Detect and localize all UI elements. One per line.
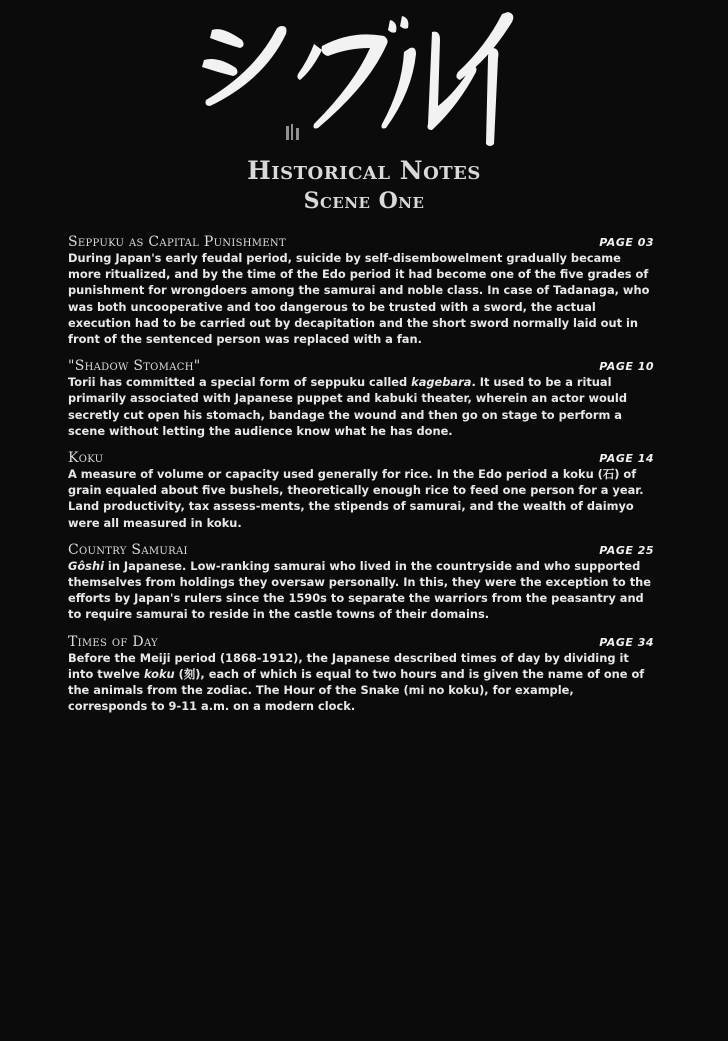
notes-list [68,234,656,725]
page-reference: PAGE 25 [599,543,654,557]
note-shadow-stomach [68,358,656,439]
note-body: Torii has committed a special form of seppuku called kagebara. It used to be a ritual primarily associated with Japanese puppet and kabuki theater, wherein an actor would secretly cut open his stomach, bandage the wound and then go on stage to perform a scene without letting the audience know what he has done. [68,375,627,438]
note-times-of-day [68,634,656,715]
italic-term: kagebara [411,375,472,390]
note-body: During Japan's early feudal period, suicide by self-disembowelment gradually became more ritualized, and by the time of the Edo period it had become one of the five grades of punishment for wrongdoers among the samurai and noble class. In case of Tadanaga, who was both uncooperative and too dangerous to be trusted with a sword, the actual execution had to be carried out by decapitation and the short sword normally laid out in front of the sentenced person was replaced with a fan. [68,251,650,347]
note-koku [68,450,656,531]
note-title: Seppuku as Capital Punishment [68,234,286,250]
note-country-samurai [68,542,656,623]
note-body: Gôshi in Japanese. Low-ranking samurai who lived in the countryside and who supported themselves from holdings they oversaw personally. In this, they were the exception to the efforts by Japan's rulers since the 1590s to separate the warriors from the peasantry and to require samurai to reside in the castle towns of their domains. [68,558,651,622]
note-title: Country Samurai [68,541,188,558]
note-header [68,634,656,650]
italic-term: koku [143,666,175,681]
note-title: "Shadow Stomach" [68,358,201,375]
page-reference: PAGE 14 [599,452,654,466]
note-header [68,234,656,250]
note-title: Koku [68,450,104,467]
page-title: Historical Notes [247,156,481,185]
italic-term: Gôshi [68,558,104,573]
note-title: Times of Day [68,633,158,650]
note-body: Before the Meiji period (1868-1912), the Japanese described times of day by dividing it into twelve koku (刻), each of which is equal to two hours and is given the name of one of the animals from the zodiac. The Hour of the Snake (mi no koku), for example, corresponds to 9-11 a.m. on a modern clock. [68,650,645,714]
note-body: A measure of volume or capacity used generally for rice. In the Edo period a koku (石) of grain equaled about five bushels, theoretically enough rice to feed one person for a year. Land productivity, tax assess-ments, the stipends of samurai, and the wealth of daimyo were all measured in koku. [68,467,644,530]
page-subtitle: Scene One [303,188,425,214]
page-reference: PAGE 03 [599,236,654,249]
note-seppuku [68,234,656,347]
page-reference: PAGE 34 [599,635,654,649]
note-header [68,358,656,374]
page-reference: PAGE 10 [599,360,654,374]
brush-logo [190,8,530,148]
note-header [68,542,656,558]
note-header [68,450,656,466]
